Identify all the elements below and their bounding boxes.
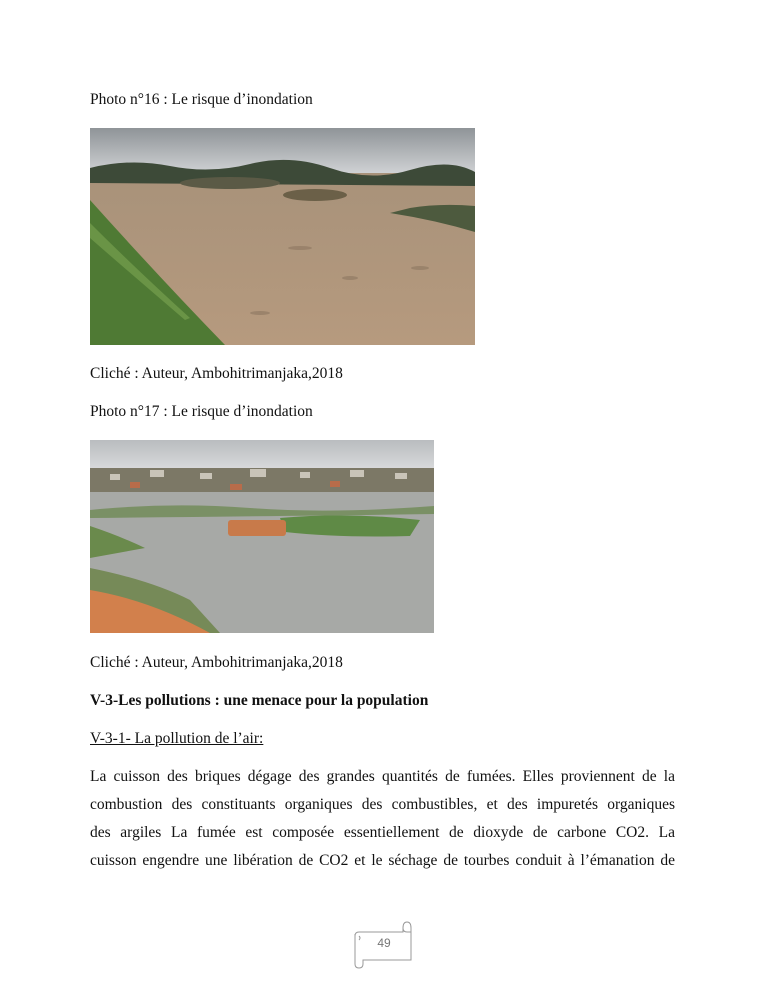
paragraph-line: combustion des constituants organiques des combustibles, et des impuretés organiques: [90, 796, 675, 813]
photo-17-credit: Cliché : Auteur, Ambohitrimanjaka,2018: [90, 654, 343, 671]
photo-16-flood-image: [90, 128, 475, 345]
paragraph-line: des argiles La fumée est composée essentiellement de dioxyde de carbone CO2. La: [90, 824, 675, 841]
subsection-heading: V-3-1- La pollution de l’air:: [90, 730, 264, 747]
page-number: 49: [377, 936, 391, 950]
paragraph-line: La cuisson des briques dégage des grandes quantités de fumées. Elles proviennent de la: [90, 768, 675, 785]
section-heading: V-3-Les pollutions : une menace pour la population: [90, 692, 429, 709]
page-number-scroll: [349, 920, 417, 970]
photo-17-flood-image: [90, 440, 434, 633]
photo-16-credit: Cliché : Auteur, Ambohitrimanjaka,2018: [90, 365, 343, 382]
photo-17-caption: Photo n°17 : Le risque d’inondation: [90, 403, 313, 420]
body-paragraph: [90, 763, 675, 875]
paragraph-line: cuisson engendre une libération de CO2 et le séchage de tourbes conduit à l’émanation de: [90, 852, 675, 869]
photo-16-caption: Photo n°16 : Le risque d’inondation: [90, 91, 313, 108]
